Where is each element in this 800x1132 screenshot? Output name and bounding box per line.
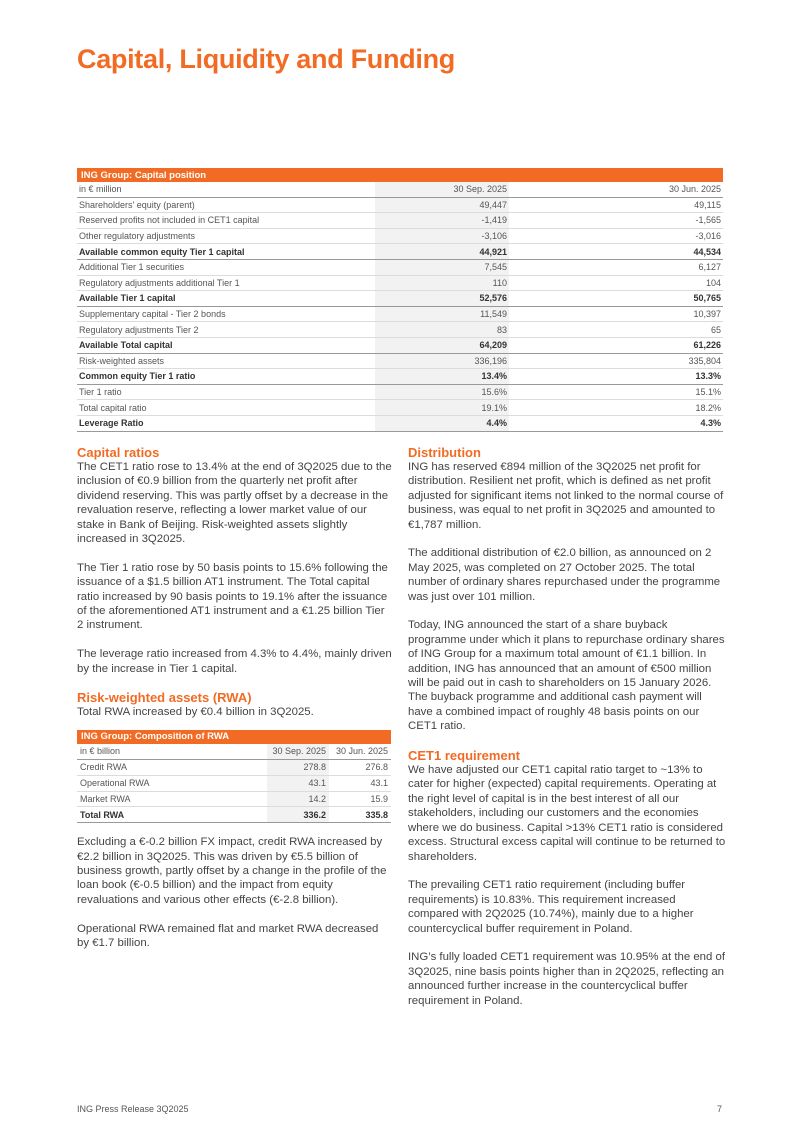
table-title: ING Group: Composition of RWA	[77, 730, 391, 744]
row-label: Leverage Ratio	[77, 415, 375, 431]
paragraph: The Tier 1 ratio rose by 50 basis points to 15.6% following the issuance of a $1.5 billion AT1 instrument. The Total capital ratio increased by 90 basis points to 19.1% after the issuance of the aforementioned AT1 instrument and a €1.25 billion Tier 2 instrument.	[77, 561, 388, 632]
row-label: Other regulatory adjustments	[77, 228, 375, 244]
cell-value: 18.2%	[509, 400, 723, 416]
capital-position-table	[77, 168, 723, 432]
table-row	[77, 353, 723, 369]
cell-value: -1,565	[509, 213, 723, 229]
row-label: Available common equity Tier 1 capital	[77, 244, 375, 260]
page-number: 7	[716, 1104, 722, 1114]
row-label: Additional Tier 1 securities	[77, 259, 375, 275]
cell-value: 336,196	[375, 353, 509, 369]
footer-text: ING Press Release 3Q2025	[77, 1104, 189, 1114]
cell-value: 61,226	[509, 337, 723, 353]
row-label: Tier 1 ratio	[77, 384, 375, 400]
cell-value: 19.1%	[375, 400, 509, 416]
paragraph: Total RWA increased by €0.4 billion in 3Q2025.	[77, 706, 314, 719]
cell-value: 110	[375, 275, 509, 291]
paragraph: Excluding a €-0.2 billion FX impact, credit RWA increased by €2.2 billion in 3Q2025. This was driven by €5.5 billion of business growth, partly offset by a change in the profile of the loan book (€-0.5 billion) and the impact from equity revaluations and various other effects (€-2.8 billion).	[77, 836, 387, 906]
rwa-composition-table	[77, 730, 391, 823]
row-label: Total RWA	[77, 807, 267, 823]
table-row	[77, 275, 723, 291]
cell-value: 7,545	[375, 259, 509, 275]
cell-value: 335.8	[329, 807, 391, 823]
cell-value: 44,534	[509, 244, 723, 260]
cell-value: 49,115	[509, 197, 723, 213]
table-row	[77, 384, 723, 400]
paragraph: The prevailing CET1 ratio requirement (including buffer requirements) is 10.83%. This requirement increased compared with 2Q2025 (10.74%), mainly due to a higher countercyclical buffer requirement in Poland.	[408, 879, 694, 935]
paragraph: Today, ING announced the start of a share buyback programme under which it plans to repurchase ordinary shares of ING Group for a maximum total amount of €1.1 billion. In addition, ING has announced that an amount of €500 million will be paid out in cash to shareholders on 15 January 2026. The buyback programme and additional cash payment will have a combined impact of roughly 48 basis points on our CET1 ratio.	[408, 619, 725, 733]
table-header-row	[77, 744, 391, 759]
capital-ratios-heading: Capital ratios	[77, 445, 160, 460]
cell-value: 13.3%	[509, 369, 723, 385]
row-label: Regulatory adjustments Tier 2	[77, 322, 375, 338]
cell-value: 335,804	[509, 353, 723, 369]
row-label: Regulatory adjustments additional Tier 1	[77, 275, 375, 291]
cell-value: 276.8	[329, 760, 391, 776]
row-label: Operational RWA	[77, 775, 267, 791]
row-label: Available Total capital	[77, 337, 375, 353]
cell-value: 43.1	[267, 775, 329, 791]
column-header: 30 Jun. 2025	[509, 182, 723, 197]
rwa-heading: Risk-weighted assets (RWA)	[77, 690, 252, 706]
table-row	[77, 415, 723, 431]
unit-label: in € billion	[77, 744, 267, 759]
row-label: Total capital ratio	[77, 400, 375, 416]
table-row	[77, 213, 723, 229]
table-row	[77, 306, 723, 322]
table-row	[77, 807, 391, 823]
page-title: Capital, Liquidity and Funding	[77, 44, 455, 74]
table-row	[77, 400, 723, 416]
cell-value: -3,016	[509, 228, 723, 244]
cell-value: 43.1	[329, 775, 391, 791]
cell-value: 50,765	[509, 291, 723, 307]
table-title: ING Group: Capital position	[77, 168, 723, 182]
cell-value: 65	[509, 322, 723, 338]
cell-value: 52,576	[375, 291, 509, 307]
row-label: Shareholders' equity (parent)	[77, 197, 375, 213]
left-column	[77, 445, 393, 965]
unit-label: in € million	[77, 182, 375, 197]
column-header: 30 Sep. 2025	[267, 744, 329, 759]
right-column	[408, 445, 726, 1022]
cet1-requirement-heading: CET1 requirement	[408, 748, 520, 764]
paragraph: Operational RWA remained flat and market RWA decreased by €1.7 billion.	[77, 922, 379, 950]
row-label: Available Tier 1 capital	[77, 291, 375, 307]
cell-value: -1,419	[375, 213, 509, 229]
cell-value: 11,549	[375, 306, 509, 322]
cell-value: -3,106	[375, 228, 509, 244]
row-label: Supplementary capital - Tier 2 bonds	[77, 306, 375, 322]
table-row	[77, 775, 391, 791]
table-row	[77, 337, 723, 353]
cell-value: 15.9	[329, 791, 391, 807]
row-label: Reserved profits not included in CET1 capital	[77, 213, 375, 229]
paragraph: We have adjusted our CET1 capital ratio target to ~13% to cater for higher (expected) capital requirements. Operating at the right level of capital is in the best interest of all our stakeholders, including our customers and the economies where we do business. Capital >13% CET1 ratio is considered excess. Structural excess capital will continue to be returned to shareholders.	[408, 764, 726, 863]
distribution-heading: Distribution	[408, 445, 481, 460]
cell-value: 15.1%	[509, 384, 723, 400]
cell-value: 49,447	[375, 197, 509, 213]
cell-value: 278.8	[267, 760, 329, 776]
cell-value: 336.2	[267, 807, 329, 823]
cell-value: 13.4%	[375, 369, 509, 385]
cell-value: 10,397	[509, 306, 723, 322]
table-row	[77, 228, 723, 244]
paragraph: The additional distribution of €2.0 billion, as announced on 2 May 2025, was completed on 27 October 2025. The total number of ordinary shares repurchased under the programme was just over 101 million.	[408, 547, 721, 603]
row-label: Common equity Tier 1 ratio	[77, 369, 375, 385]
cell-value: 15.6%	[375, 384, 509, 400]
paragraph: ING’s fully loaded CET1 requirement was 10.95% at the end of 3Q2025, nine basis points higher than in 2Q2025, reflecting an announced further increase in the countercyclical buffer requirement in Poland.	[408, 951, 726, 1007]
row-label: Credit RWA	[77, 760, 267, 776]
column-header: 30 Sep. 2025	[375, 182, 509, 197]
row-label: Risk-weighted assets	[77, 353, 375, 369]
table-row	[77, 244, 723, 260]
column-header: 30 Jun. 2025	[329, 744, 391, 759]
table-row	[77, 259, 723, 275]
cell-value: 4.4%	[375, 415, 509, 431]
cell-value: 44,921	[375, 244, 509, 260]
paragraph: The CET1 ratio rose to 13.4% at the end of 3Q2025 due to the inclusion of €0.9 billion from the quarterly net profit after dividend reserving. This was partly offset by a decrease in the revaluation reserve, reflecting a lower market value of our stake in Bank of Beijing. Risk-weighted assets slightly increased in 3Q2025.	[77, 461, 392, 546]
paragraph: The leverage ratio increased from 4.3% to 4.4%, mainly driven by the increase in Tier 1 capital.	[77, 648, 392, 675]
table-header-row	[77, 182, 723, 197]
table-row	[77, 197, 723, 213]
table-row	[77, 322, 723, 338]
paragraph: ING has reserved €894 million of the 3Q2025 net profit for distribution. Resilient net profit, which is defined as net profit adjusted for significant items not linked to the normal course of business, was equal to net profit in 3Q2025 and amounted to €1,787 million.	[408, 461, 724, 531]
cell-value: 64,209	[375, 337, 509, 353]
cell-value: 83	[375, 322, 509, 338]
cell-value: 14.2	[267, 791, 329, 807]
cell-value: 4.3%	[509, 415, 723, 431]
table-row	[77, 291, 723, 307]
cell-value: 104	[509, 275, 723, 291]
row-label: Market RWA	[77, 791, 267, 807]
table-row	[77, 760, 391, 776]
table-row	[77, 369, 723, 385]
cell-value: 6,127	[509, 259, 723, 275]
table-row	[77, 791, 391, 807]
